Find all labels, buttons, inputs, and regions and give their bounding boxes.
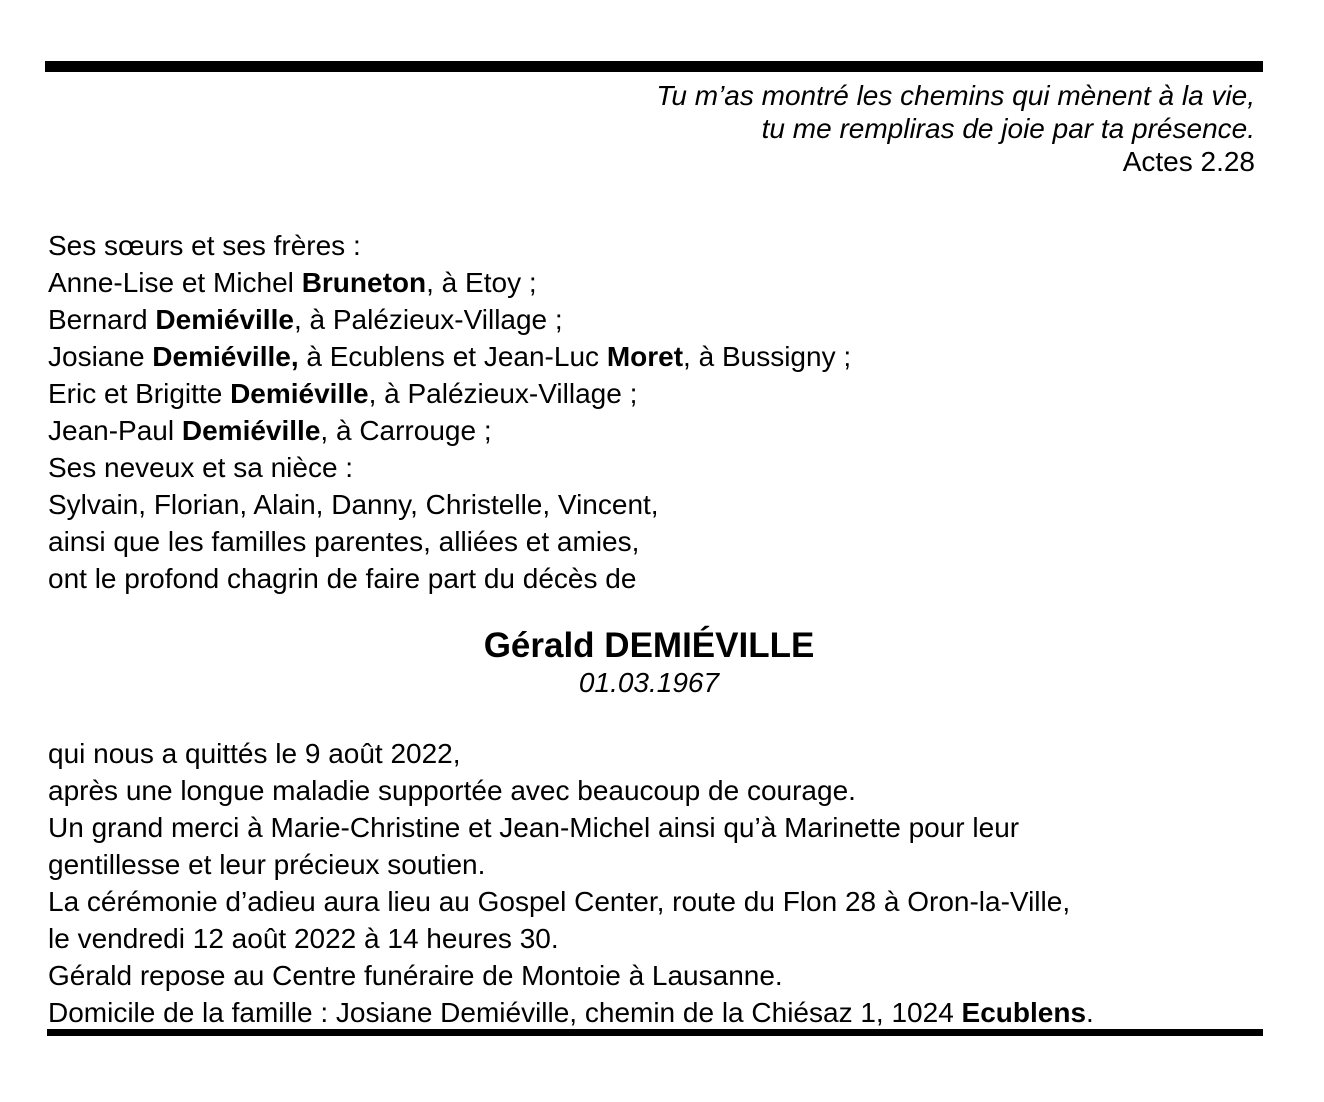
plain-text: , à Palézieux-Village ; <box>293 304 563 335</box>
plain-text: Domicile de la famille : Josiane Demiéville, chemin de la Chiésaz 1, 1024 <box>48 997 962 1028</box>
birth-date: 01.03.1967 <box>578 667 720 698</box>
details-line <box>48 772 1260 809</box>
details-line <box>48 809 1260 846</box>
plain-text: Jean-Paul <box>48 415 182 446</box>
plain-text: qui nous a quittés le 9 août 2022, <box>48 738 461 769</box>
plain-text: , à Carrouge ; <box>320 415 492 446</box>
emphasized-text: Moret <box>606 341 684 372</box>
plain-text: Sylvain, Florian, Alain, Danny, Christelle, Vincent, <box>48 489 659 520</box>
plain-text: ont le profond chagrin de faire part du décès de <box>48 563 637 594</box>
announcement-line <box>48 375 1260 412</box>
details-line <box>48 920 1260 957</box>
plain-text: Eric et Brigitte <box>48 378 231 409</box>
plain-text: Ses neveux et sa nièce : <box>48 452 354 483</box>
epigraph-reference: Actes 2.28 <box>1122 146 1255 177</box>
announcement-line <box>48 449 1260 486</box>
announcement-line <box>48 338 1260 375</box>
announcement-block <box>48 227 1260 597</box>
plain-text: Josiane <box>48 341 153 372</box>
details-line <box>48 846 1260 883</box>
plain-text: gentillesse et leur précieux soutien. <box>48 849 486 880</box>
emphasized-text: Demiéville <box>230 378 369 409</box>
announcement-line <box>48 412 1260 449</box>
plain-text: à Ecublens et Jean-Luc <box>298 341 607 372</box>
details-line <box>48 957 1260 994</box>
details-block <box>48 735 1260 1031</box>
announcement-line <box>48 301 1260 338</box>
plain-text: , à Palézieux-Village ; <box>368 378 638 409</box>
announcement-line <box>48 560 1260 597</box>
plain-text: après une longue maladie supportée avec beaucoup de courage. <box>48 775 856 806</box>
top-rule <box>45 61 1263 72</box>
plain-text: , à Etoy ; <box>426 267 537 298</box>
plain-text: Bernard <box>48 304 156 335</box>
details-line <box>48 735 1260 772</box>
plain-text: ainsi que les familles parentes, alliées et amies, <box>48 526 640 557</box>
plain-text: Un grand merci à Marie-Christine et Jean-Michel ainsi qu’à Marinette pour leur <box>48 812 1020 843</box>
emphasized-text: Demiéville, <box>152 341 299 372</box>
details-line <box>48 883 1260 920</box>
plain-text: Anne-Lise et Michel <box>48 267 302 298</box>
plain-text: Gérald repose au Centre funéraire de Montoie à Lausanne. <box>48 960 783 991</box>
emphasized-text: Demiéville <box>155 304 294 335</box>
plain-text: , à Bussigny ; <box>683 341 852 372</box>
epigraph-line: tu me rempliras de joie par ta présence. <box>761 113 1255 144</box>
plain-text: Ses sœurs et ses frères : <box>48 230 361 261</box>
emphasized-text: Demiéville <box>181 415 321 446</box>
plain-text: le vendredi 12 août 2022 à 14 heures 30. <box>48 923 559 954</box>
epigraph-line: Tu m’as montré les chemins qui mènent à la vie, <box>656 80 1255 111</box>
announcement-line <box>48 227 1260 264</box>
plain-text: . <box>1086 997 1094 1028</box>
epigraph <box>656 79 1255 178</box>
details-line <box>48 994 1260 1031</box>
deceased-name: Gérald DEMIÉVILLE <box>483 626 815 665</box>
announcement-line <box>48 523 1260 560</box>
announcement-line <box>48 486 1260 523</box>
emphasized-text: Ecublens <box>961 997 1087 1028</box>
announcement-line <box>48 264 1260 301</box>
emphasized-text: Bruneton <box>301 267 427 298</box>
bottom-rule <box>47 1029 1263 1036</box>
plain-text: La cérémonie d’adieu aura lieu au Gospel Center, route du Flon 28 à Oron-la-Ville, <box>48 886 1071 917</box>
